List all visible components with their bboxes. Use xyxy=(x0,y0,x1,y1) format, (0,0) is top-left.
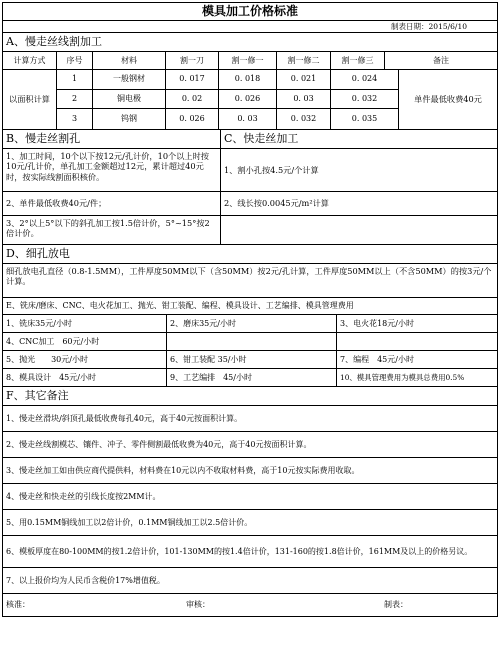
section-b-item: 2、单件最低收费40元/件； xyxy=(3,192,220,216)
note-item: 1、慢走丝滑块/斜顶孔最低收费每孔40元，高于40元按面积计算。 xyxy=(3,406,497,432)
note-item: 2、慢走丝线割模芯、镶件、冲子、零件侧割最低收费为40元，高于40元按面积计算。 xyxy=(3,432,497,458)
note-item: 7、以上报价均为人民币含税价17%增值税。 xyxy=(3,568,497,594)
service-rate: 2、磨床35元/小时 xyxy=(167,315,337,332)
note-item: 4、慢走丝和快走丝的引线长度按2MM计。 xyxy=(3,484,497,510)
section-d-text: 细孔放电孔直径（0.8-1.5MM），工件厚度50MM以下（含50MM）按2元/孔计算，工件厚度50MM以上（不含50MM）的按3元/个计算。 xyxy=(3,264,497,298)
service-rate: 6、钳工装配 35/小时 xyxy=(167,351,337,368)
section-c-body xyxy=(221,149,497,244)
cell-price: 0. 035 xyxy=(351,114,378,124)
date-label: 制表日期：2015/6/10 xyxy=(3,21,497,33)
service-rate: 4、CNC加工 60元/小时 xyxy=(3,333,167,350)
section-e-row xyxy=(3,333,497,351)
cell-price: 0. 017 xyxy=(166,70,219,89)
section-a-body xyxy=(3,70,497,130)
service-rate: 5、抛光 30元/小时 xyxy=(3,351,167,368)
approve-label: 核准： xyxy=(6,600,30,609)
review-label: 审核： xyxy=(186,600,210,609)
section-bc-heading-row xyxy=(3,130,497,149)
section-e-row xyxy=(3,315,497,333)
service-rate: 8、模具设计 45元/小时 xyxy=(3,369,167,386)
cell-price: 0. 032 xyxy=(351,94,378,103)
col-remark: 备注 xyxy=(433,55,449,65)
section-bc-body xyxy=(3,149,497,245)
cell-price: 0. 026 xyxy=(219,90,277,109)
cell-price: 0. 03 xyxy=(219,109,277,129)
section-c-empty xyxy=(221,216,497,244)
section-e-row xyxy=(3,351,497,369)
cell-price: 0. 026 xyxy=(166,109,219,129)
section-b-item: 1、加工时间，10个以下按12元/孔计价，10个以上时按10元/孔计价，单孔加工金额超过12元，累计超过40元时，按实际线割面积核价。 xyxy=(3,149,220,192)
table-row xyxy=(57,70,398,90)
cell-seq: 3 xyxy=(57,109,93,129)
cell-seq: 2 xyxy=(57,90,93,109)
signoff-row xyxy=(3,594,497,616)
section-b-heading: B、慢走丝割孔 xyxy=(3,130,221,148)
cell-price: 0. 024 xyxy=(351,74,378,84)
section-a-remark: 单件最低收费40元 xyxy=(414,94,482,105)
section-d-heading: D、细孔放电 xyxy=(3,245,497,264)
section-a-header-row xyxy=(3,52,497,70)
service-rate xyxy=(167,333,337,350)
section-f-heading: F、其它备注 xyxy=(3,387,497,406)
section-c-item: 2、线长按0.0045元/m²计算 xyxy=(221,192,497,216)
service-rate: 7、编程 45元/小时 xyxy=(340,354,414,364)
section-b-body xyxy=(3,149,221,244)
note-item: 3、慢走丝加工如由供应商代提供料，材料费在10元以内不收取材料费，高于10元按实际费用收取。 xyxy=(3,458,497,484)
cell-seq: 1 xyxy=(57,70,93,89)
col-seq: 序号 xyxy=(57,52,93,69)
cell-material: 钨钢 xyxy=(93,109,166,129)
cell-price: 0. 032 xyxy=(277,109,331,129)
sheet-title: 模具加工价格标准 xyxy=(3,3,497,21)
col-material: 材料 xyxy=(93,52,166,69)
cell-price: 0. 03 xyxy=(277,90,331,109)
section-a-rows xyxy=(57,70,399,129)
price-sheet xyxy=(2,2,498,617)
service-rate: 3、电火花18元/小时 xyxy=(340,318,414,328)
section-a-heading: A、慢走丝线割加工 xyxy=(3,33,497,52)
service-rate: 10、模具管理费用为模具总费用0.5% xyxy=(340,372,465,382)
service-rate xyxy=(337,333,497,350)
section-e-row xyxy=(3,369,497,387)
table-row xyxy=(57,109,398,129)
section-e-heading: E、铣床/磨床、CNC、电火花加工、抛光、钳工装配、编程、模具设计、工艺编排、模具管理费用 xyxy=(3,298,497,315)
service-rate: 9、工艺编排 45/小时 xyxy=(167,369,337,386)
cell-price: 0. 02 xyxy=(166,90,219,109)
section-c-heading: C、快走丝加工 xyxy=(224,132,299,146)
col-cut1-trim3: 割一修三 xyxy=(331,52,385,69)
col-cut1-trim1: 割一修一 xyxy=(219,52,277,69)
section-c-item: 1、割小孔按4.5元/个计算 xyxy=(221,149,497,192)
table-row xyxy=(57,90,398,110)
calc-method-cell: 以面积计算 xyxy=(3,70,57,129)
note-item: 6、模板厚度在80-100MM的按1.2倍计价，101-130MM的按1.4倍计价，131-160的按1.8倍计价，161MM及以上的价格另议。 xyxy=(3,536,497,568)
col-calc-method: 计算方式 xyxy=(3,52,57,69)
col-cut1-trim2: 割一修二 xyxy=(277,52,331,69)
cell-price: 0. 021 xyxy=(277,70,331,89)
cell-material: 一般钢材 xyxy=(93,70,166,89)
cell-price: 0. 018 xyxy=(219,70,277,89)
service-rate: 1、铣床35元/小时 xyxy=(3,315,167,332)
note-item: 5、用0.15MM铜线加工以2倍计价，0.1MM铜线加工以2.5倍计价。 xyxy=(3,510,497,536)
cell-material: 铜电极 xyxy=(93,90,166,109)
prepare-label: 制表： xyxy=(384,600,408,609)
col-cut1: 割一刀 xyxy=(166,52,219,69)
section-b-item: 3、2°以上5°以下的斜孔加工按1.5倍计价，5°~15°按2倍计价。 xyxy=(6,218,210,239)
